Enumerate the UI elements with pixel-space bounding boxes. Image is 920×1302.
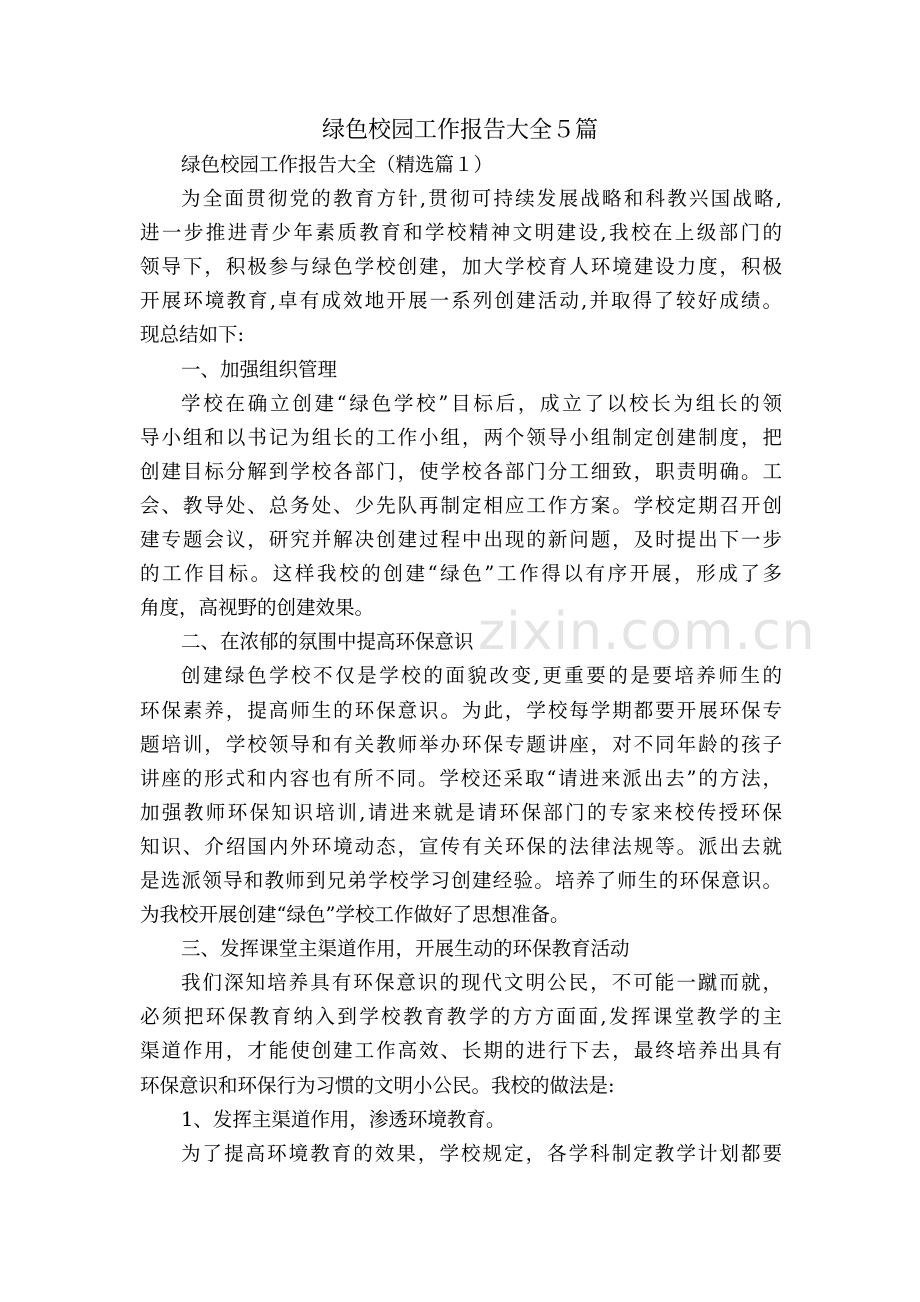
paragraph-line: [0, 728, 920, 762]
paragraph-line: [0, 421, 920, 455]
section-heading: 二、在浓郁的氛围中提高环保意识: [181, 630, 474, 654]
paragraph-text: 为全面贯彻党的教育方针,贯彻可持续发展战略和科教兴国战略,: [181, 187, 782, 211]
watermark: zixin.com.cn: [478, 602, 816, 662]
paragraph-line: [0, 250, 920, 284]
paragraph-text: 渠道作用，才能使创建工作高效、长期的进行下去，最终培养出具有: [140, 1039, 782, 1063]
paragraph-text: 讲座的形式和内容也有所不同。学校还采取“请进来派出去”的方法，: [140, 766, 782, 790]
paragraph-line: [0, 216, 920, 250]
subsection-heading-line: [0, 1103, 920, 1137]
paragraph-text: 导小组和以书记为组长的工作小组，两个领导小组制定创建制度，把: [140, 425, 782, 449]
subtitle-line: [0, 148, 920, 182]
document-title: 绿色校园工作报告大全５篇: [322, 117, 598, 143]
paragraph-text: 学校在确立创建“绿色学校”目标后，成立了以校长为组长的领: [181, 391, 782, 415]
paragraph-text: 现总结如下:: [140, 323, 245, 347]
paragraph-line: [0, 659, 920, 693]
section-heading: 一、加强组织管理: [181, 357, 338, 381]
paragraph-line: [0, 830, 920, 864]
paragraph-line: [0, 1137, 920, 1171]
paragraph-line: [0, 387, 920, 421]
paragraph-text: 加强教师环保知识培训,请进来就是请环保部门的专家来校传授环保: [140, 800, 782, 824]
paragraph-text: 为我校开展创建“绿色”学校工作做好了思想准备。: [140, 903, 570, 927]
paragraph-line: [0, 796, 920, 830]
section-heading-line: [0, 932, 920, 966]
paragraph-text: 我们深知培养具有环保意识的现代文明公民，不可能一蹴而就，: [181, 971, 782, 995]
subsection-heading: 1、发挥主渠道作用，渗透环境教育。: [181, 1107, 506, 1131]
document-body: [0, 148, 920, 1171]
paragraph-text: 知识、介绍国内外环境动态，宣传有关环保的法律法规等。派出去就: [140, 834, 782, 858]
paragraph-line: [0, 455, 920, 489]
paragraph-line: [0, 1000, 920, 1034]
paragraph-text: 环保意识和环保行为习惯的文明小公民。我校的做法是:: [140, 1073, 615, 1097]
paragraph-text: 创建绿色学校不仅是学校的面貌改变,更重要的是要培养师生的: [181, 664, 782, 688]
paragraph-text: 创建目标分解到学校各部门，使学校各部门分工细致，职责明确。工: [140, 459, 782, 483]
paragraph-line: [0, 489, 920, 523]
paragraph-line: [0, 966, 920, 1000]
paragraph-line: [0, 898, 920, 932]
paragraph-text: 建专题会议，研究并解决创建过程中出现的新问题，及时提出下一步: [140, 528, 782, 552]
paragraph-line: [0, 591, 920, 625]
paragraph-line: [0, 557, 920, 591]
paragraph-text: 进一步推进青少年素质教育和学校精神文明建设,我校在上级部门的: [140, 221, 782, 245]
subtitle: 绿色校园工作报告大全（精选篇１）: [181, 153, 494, 176]
paragraph-line: [0, 1069, 920, 1103]
paragraph-text: 必须把环保教育纳入到学校教育教学的方方面面,发挥课堂教学的主: [140, 1005, 782, 1029]
paragraph-text: 题培训，学校领导和有关教师举办环保专题讲座，对不同年龄的孩子: [140, 732, 782, 756]
paragraph-line: [0, 523, 920, 557]
paragraph-text: 开展环境教育,卓有成效地开展一系列创建活动,并取得了较好成绩。: [140, 289, 782, 313]
section-heading-line: [0, 625, 920, 659]
paragraph-text: 的工作目标。这样我校的创建“绿色”工作得以有序开展，形成了多: [140, 562, 782, 586]
paragraph-text: 会、教导处、总务处、少先队再制定相应工作方案。学校定期召开创: [140, 493, 782, 517]
paragraph-text: 领导下，积极参与绿色学校创建，加大学校育人环境建设力度，积极: [140, 255, 782, 279]
paragraph-line: [0, 694, 920, 728]
section-heading-line: [0, 353, 920, 387]
paragraph-line: [0, 864, 920, 898]
paragraph-line: [0, 1034, 920, 1068]
paragraph-text: 为了提高环境教育的效果，学校规定，各学科制定教学计划都要: [181, 1141, 782, 1165]
paragraph-line: [0, 762, 920, 796]
paragraph-text: 环保素养，提高师生的环保意识。为此，学校每学期都要开展环保专: [140, 698, 782, 722]
paragraph-text: 是选派领导和教师到兄弟学校学习创建经验。培养了师生的环保意识。: [140, 868, 782, 892]
section-heading: 三、发挥课堂主渠道作用，开展生动的环保教育活动: [181, 937, 630, 961]
paragraph-text: 角度，高视野的创建效果。: [140, 596, 375, 620]
paragraph-line: [0, 284, 920, 318]
paragraph-line: [0, 182, 920, 216]
paragraph-line: [0, 318, 920, 352]
